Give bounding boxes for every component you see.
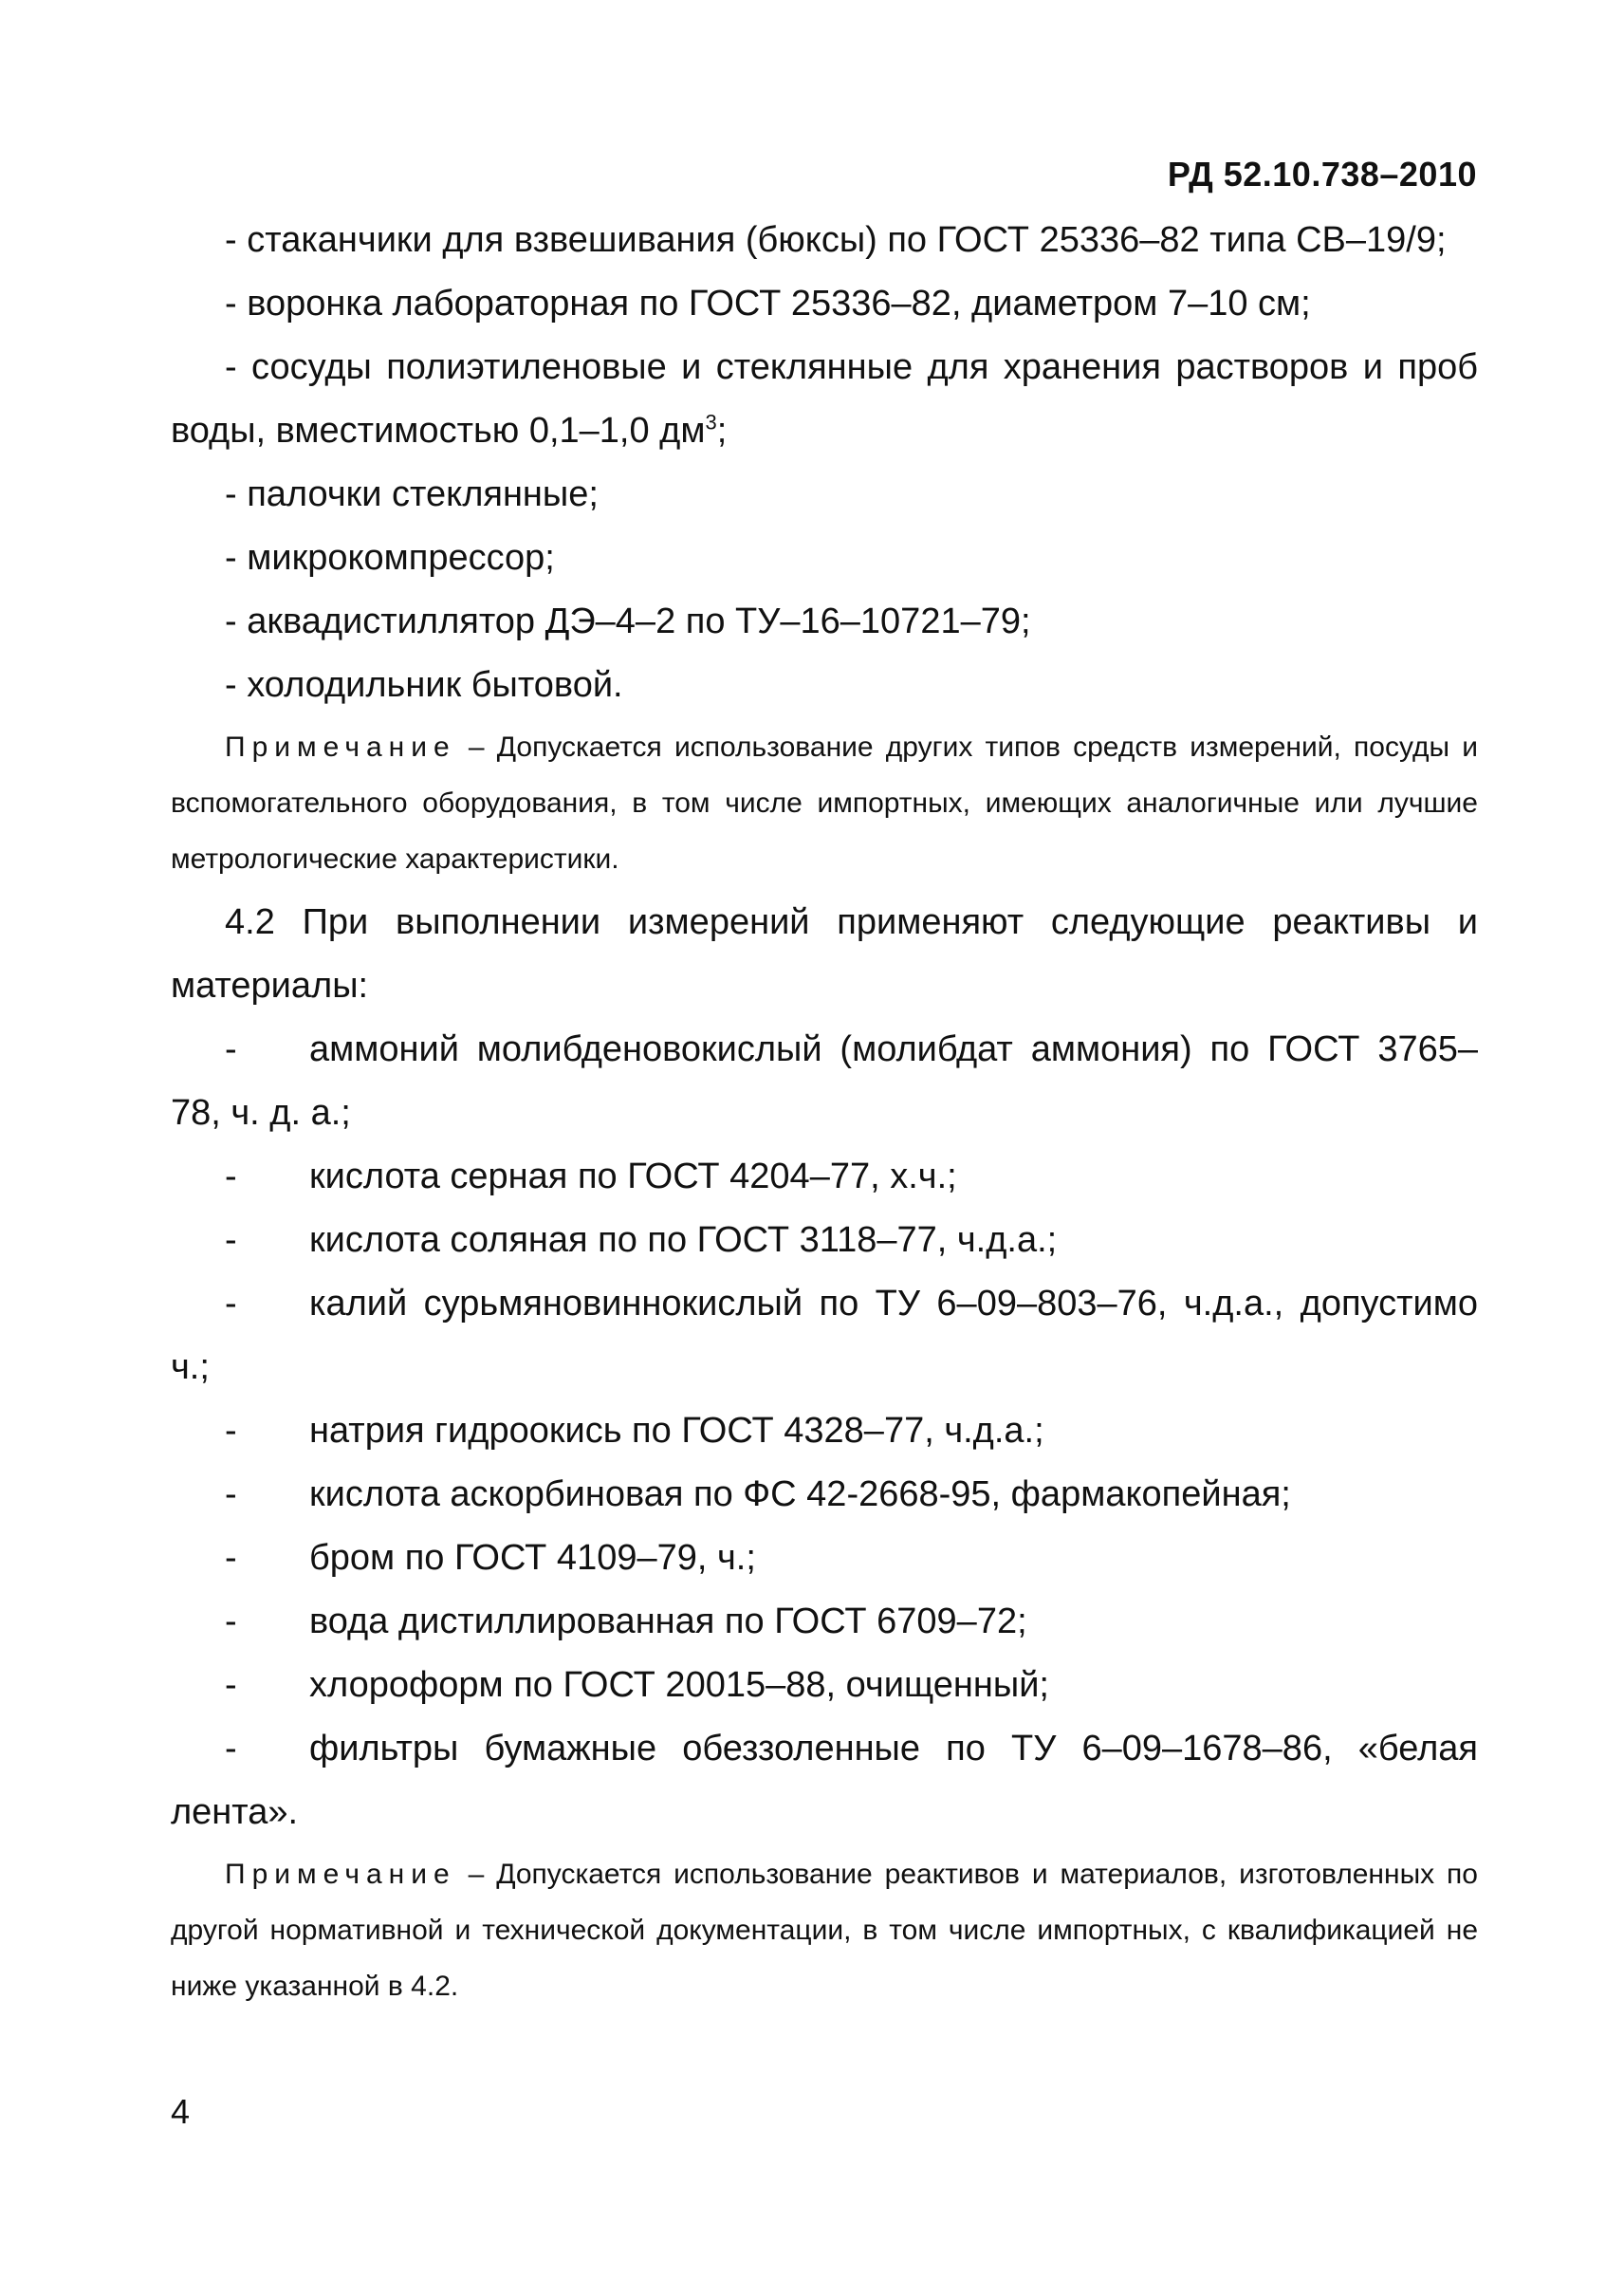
- note-label: Примечание: [225, 731, 456, 763]
- reagent-item: [171, 1209, 1478, 1272]
- list-dash: -: [225, 1157, 237, 1196]
- equipment-item: - воронка лабораторная по ГОСТ 25336–82, диаметром 7–10 см;: [225, 284, 1311, 324]
- reagent-text: кислота аскорбиновая по ФС 42-2668-95, фармакопейная;: [309, 1474, 1291, 1514]
- reagent-text: фильтры бумажные обеззоленные по ТУ 6–09–1678–86, «белая лента».: [171, 1729, 1478, 1832]
- note-reagents: [171, 1846, 1478, 2014]
- list-dash: -: [225, 1602, 237, 1641]
- list-dash: -: [225, 1284, 237, 1324]
- reagent-item: [171, 1717, 1478, 1844]
- item-terminator: ;: [716, 411, 728, 451]
- reagent-item: [171, 1399, 1478, 1463]
- note-text: – Допускается использование других типов средств измерений, посуды и вспомогательного оборудования, в том числе импортных, имеющих аналогичные или лучшие метрологические характеристики.: [171, 731, 1478, 875]
- superscript: 3: [705, 410, 717, 435]
- note-label: Примечание: [225, 1859, 456, 1890]
- reagent-item: [171, 1590, 1478, 1654]
- equipment-item: - аквадистиллятор ДЭ–4–2 по ТУ–16–10721–79;: [225, 602, 1031, 641]
- page-number: 4: [171, 2092, 191, 2131]
- equipment-item-text: - сосуды полиэтиленовые и стеклянные для хранения растворов и проб воды, вместимостью 0,1–1,0 дм: [171, 347, 1478, 451]
- list-dash: -: [225, 1729, 237, 1768]
- reagent-text: вода дистиллированная по ГОСТ 6709–72;: [309, 1602, 1027, 1641]
- list-dash: -: [225, 1474, 237, 1514]
- list-dash: -: [225, 1029, 237, 1069]
- note-equipment: [171, 719, 1478, 887]
- list-dash: -: [225, 1411, 237, 1451]
- reagent-item: [171, 1463, 1478, 1527]
- equipment-item-volume: [171, 336, 1478, 463]
- reagent-item: [171, 1272, 1478, 1399]
- reagent-item: [171, 1145, 1478, 1209]
- page-content: [171, 209, 1478, 2014]
- list-dash: -: [225, 1665, 237, 1705]
- note-text: – Допускается использование реактивов и материалов, изготовленных по другой нормативной и технической документации, в том числе импортных, с квалификацией не ниже указанной в 4.2.: [171, 1859, 1478, 2002]
- equipment-item: - стаканчики для взвешивания (бюксы) по ГОСТ 25336–82 типа СВ–19/9;: [225, 220, 1447, 260]
- reagent-item: [171, 1018, 1478, 1145]
- reagent-text: хлороформ по ГОСТ 20015–88, очищенный;: [309, 1665, 1049, 1705]
- equipment-item: - микрокомпрессор;: [225, 538, 555, 578]
- section-4-2-heading: 4.2 При выполнении измерений применяют следующие реактивы и материалы:: [171, 902, 1478, 1006]
- reagent-text: калий сурьмяновиннокислый по ТУ 6–09–803–76, ч.д.а., допустимо ч.;: [171, 1284, 1478, 1387]
- reagent-text: натрия гидроокись по ГОСТ 4328–77, ч.д.а.;: [309, 1411, 1044, 1451]
- list-dash: -: [225, 1538, 237, 1578]
- reagent-text: бром по ГОСТ 4109–79, ч.;: [309, 1538, 756, 1578]
- reagent-text: аммоний молибденовокислый (молибдат аммония) по ГОСТ 3765–78, ч. д. а.;: [171, 1029, 1478, 1133]
- equipment-item: - холодильник бытовой.: [225, 665, 623, 705]
- list-dash: -: [225, 1220, 237, 1260]
- reagent-item: [171, 1527, 1478, 1590]
- equipment-item: - палочки стеклянные;: [225, 474, 599, 514]
- reagent-item: [171, 1654, 1478, 1717]
- reagent-text: кислота серная по ГОСТ 4204–77, х.ч.;: [309, 1157, 957, 1196]
- reagent-text: кислота соляная по по ГОСТ 3118–77, ч.д.а.;: [309, 1220, 1058, 1260]
- document-code: РД 52.10.738–2010: [1167, 155, 1477, 194]
